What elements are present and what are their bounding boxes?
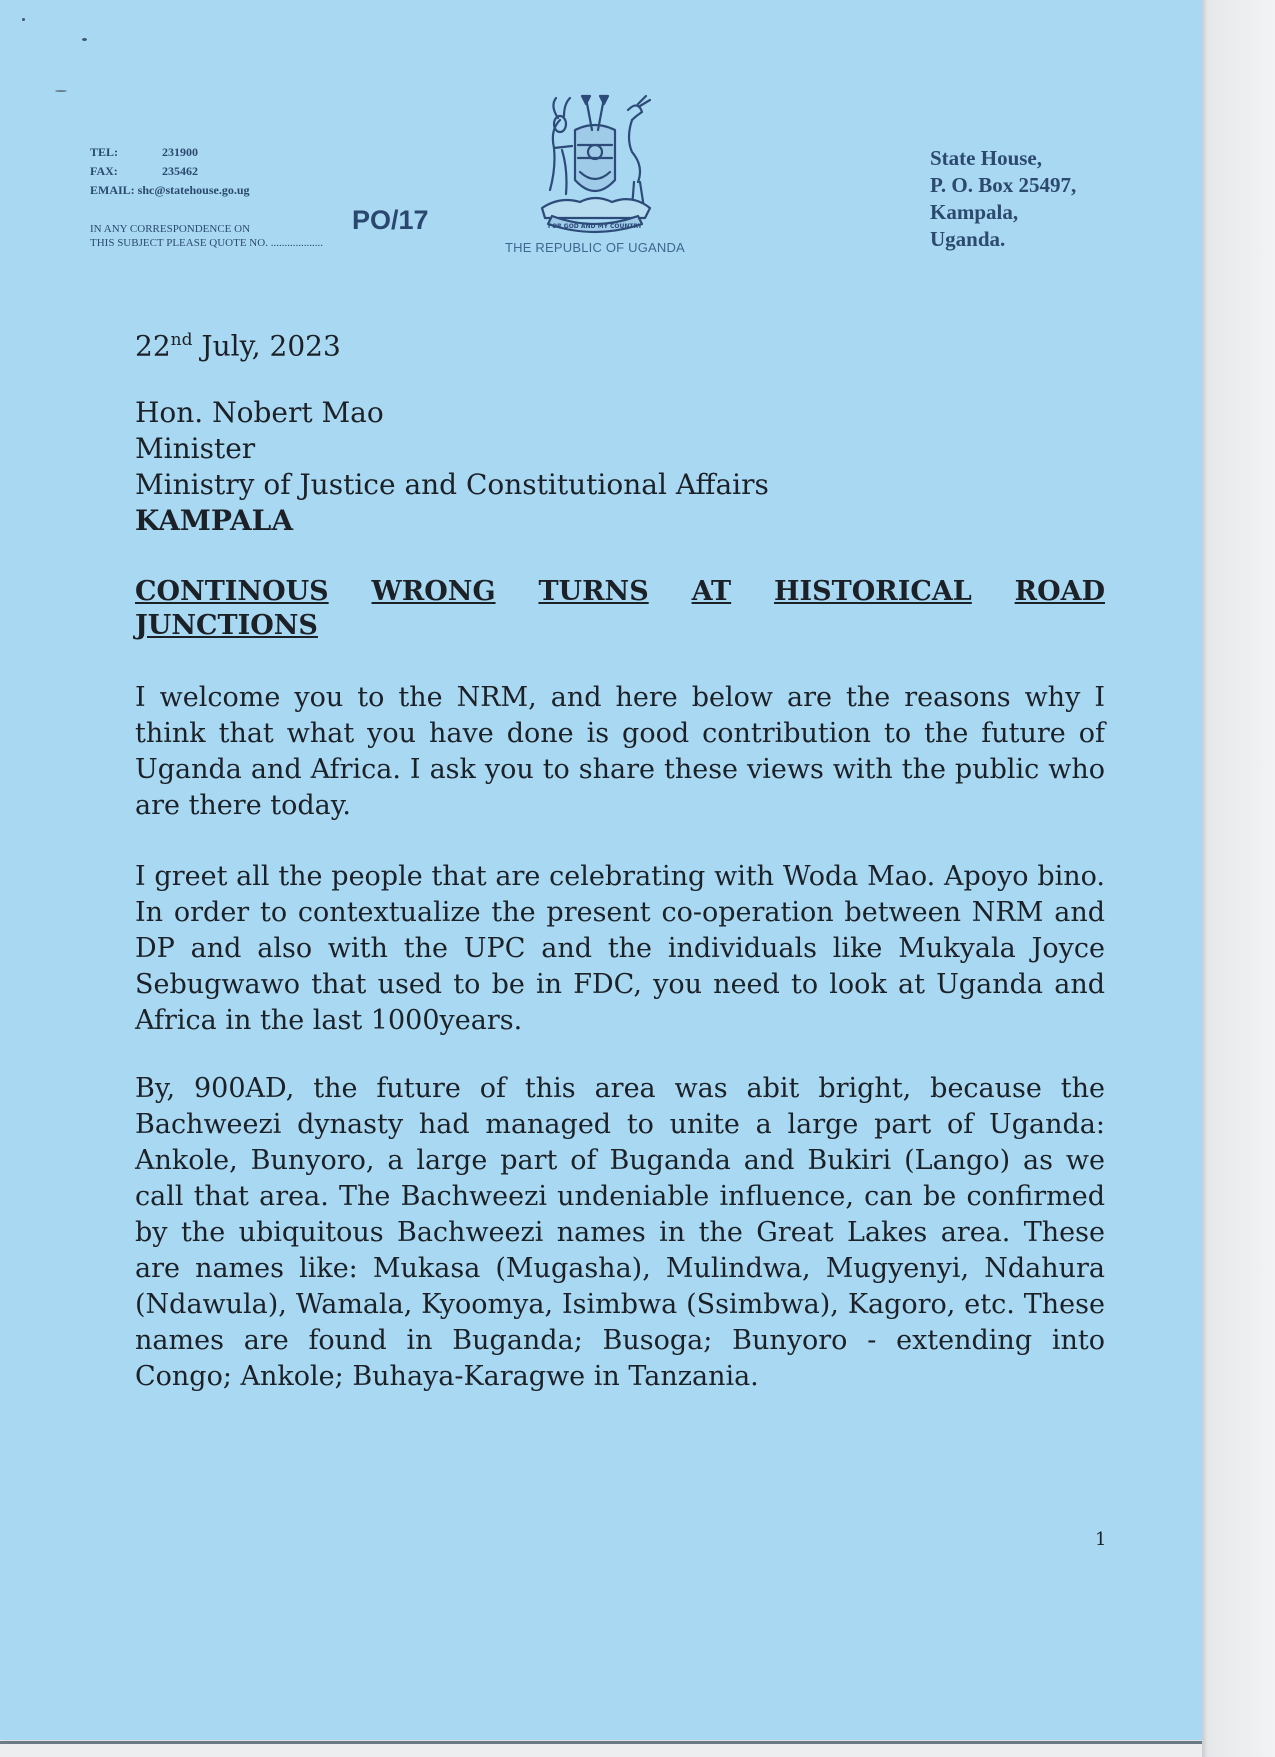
subject-word: ROAD bbox=[1014, 576, 1105, 607]
paragraph: I greet all the people that are celebrating with Woda Mao. Apoyo bino. In order to contextualize the present co-operation between NRM and DP and also with the UPC and the individuals like Mukyala Joyce Sebugwawo that used to be in FDC, you need to look at Uganda and Africa in the last 1000years. bbox=[135, 861, 1105, 1036]
coat-of-arms-emblem bbox=[520, 90, 670, 240]
paper-speck bbox=[22, 18, 25, 21]
subject-heading bbox=[135, 575, 1105, 643]
subject-line-2: JUNCTIONS bbox=[135, 610, 318, 641]
letter-date bbox=[135, 322, 341, 364]
paper-speck bbox=[82, 38, 87, 41]
subject-word: CONTINOUS bbox=[135, 576, 329, 607]
date-rest: July, 2023 bbox=[192, 329, 341, 363]
subject-word: WRONG bbox=[371, 576, 496, 607]
paper-speck bbox=[55, 90, 67, 92]
date-suffix: nd bbox=[170, 330, 193, 350]
recipient-ministry: Ministry of Justice and Constitutional Affairs bbox=[135, 468, 769, 501]
date-day: 22 bbox=[135, 329, 171, 363]
address-line: Uganda. bbox=[930, 227, 1006, 251]
paragraph: I welcome you to the NRM, and here below are the reasons why I think that what you have done is good contribution to the future of Uganda and Africa. I ask you to share these views with the public who are there today. bbox=[135, 682, 1105, 821]
scan-background-edge bbox=[1202, 0, 1275, 1757]
tel-label: TEL: bbox=[90, 145, 119, 159]
address-line: Kampala, bbox=[930, 200, 1019, 224]
contact-block bbox=[90, 143, 250, 200]
fax-label: FAX: bbox=[90, 164, 118, 178]
fax-number: 235462 bbox=[162, 164, 198, 178]
paragraph: By, 900AD, the future of this area was abit bright, because the Bachweezi dynasty had managed to unite a large part of Uganda: Ankole, Bunyoro, a large part of Buganda and Bukiri (Lango) as we call that area. The Bachweezi undeniable influence, can be confirmed by the ubiquitous Bachweezi names in the Great Lakes area. These are names like: Mukasa (Mugasha), Mulindwa, Mugyenyi, Ndahura (Ndawula), Wamala, Kyoomya, Isimbwa (Ssimbwa), Kagoro, etc. These names are found in Buganda; Busoga; Bunyoro - extending into Congo; Ankole; Buhaya-Karagwe in Tanzania. bbox=[135, 1073, 1105, 1392]
svg-text:FOR GOD AND MY COUNTRY: FOR GOD AND MY COUNTRY bbox=[547, 223, 643, 230]
recipient-title: Minister bbox=[135, 432, 256, 465]
recipient-city: KAMPALA bbox=[135, 504, 294, 537]
republic-caption: THE REPUBLIC OF UGANDA bbox=[505, 240, 685, 255]
reference-number: PO/17 bbox=[352, 205, 429, 235]
tel-number: 231900 bbox=[162, 145, 198, 159]
recipient-block bbox=[135, 395, 769, 539]
sender-address bbox=[930, 145, 1076, 253]
subject-word: AT bbox=[691, 576, 732, 607]
email-label: EMAIL: bbox=[90, 183, 135, 197]
subject-word: HISTORICAL bbox=[774, 576, 972, 607]
reference-instruction bbox=[90, 205, 429, 250]
address-line: P. O. Box 25497, bbox=[930, 173, 1077, 197]
address-line: State House, bbox=[930, 146, 1042, 170]
quote-line-2: THIS SUBJECT PLEASE QUOTE NO. ................... bbox=[90, 237, 323, 249]
page-bottom-edge bbox=[0, 1741, 1202, 1744]
page-number: 1 bbox=[1095, 1529, 1107, 1550]
email-address: shc@statehouse.go.ug bbox=[137, 183, 250, 197]
quote-line-1: IN ANY CORRESPONDENCE ON bbox=[90, 223, 251, 235]
subject-word: TURNS bbox=[538, 576, 649, 607]
recipient-name: Hon. Nobert Mao bbox=[135, 396, 384, 429]
